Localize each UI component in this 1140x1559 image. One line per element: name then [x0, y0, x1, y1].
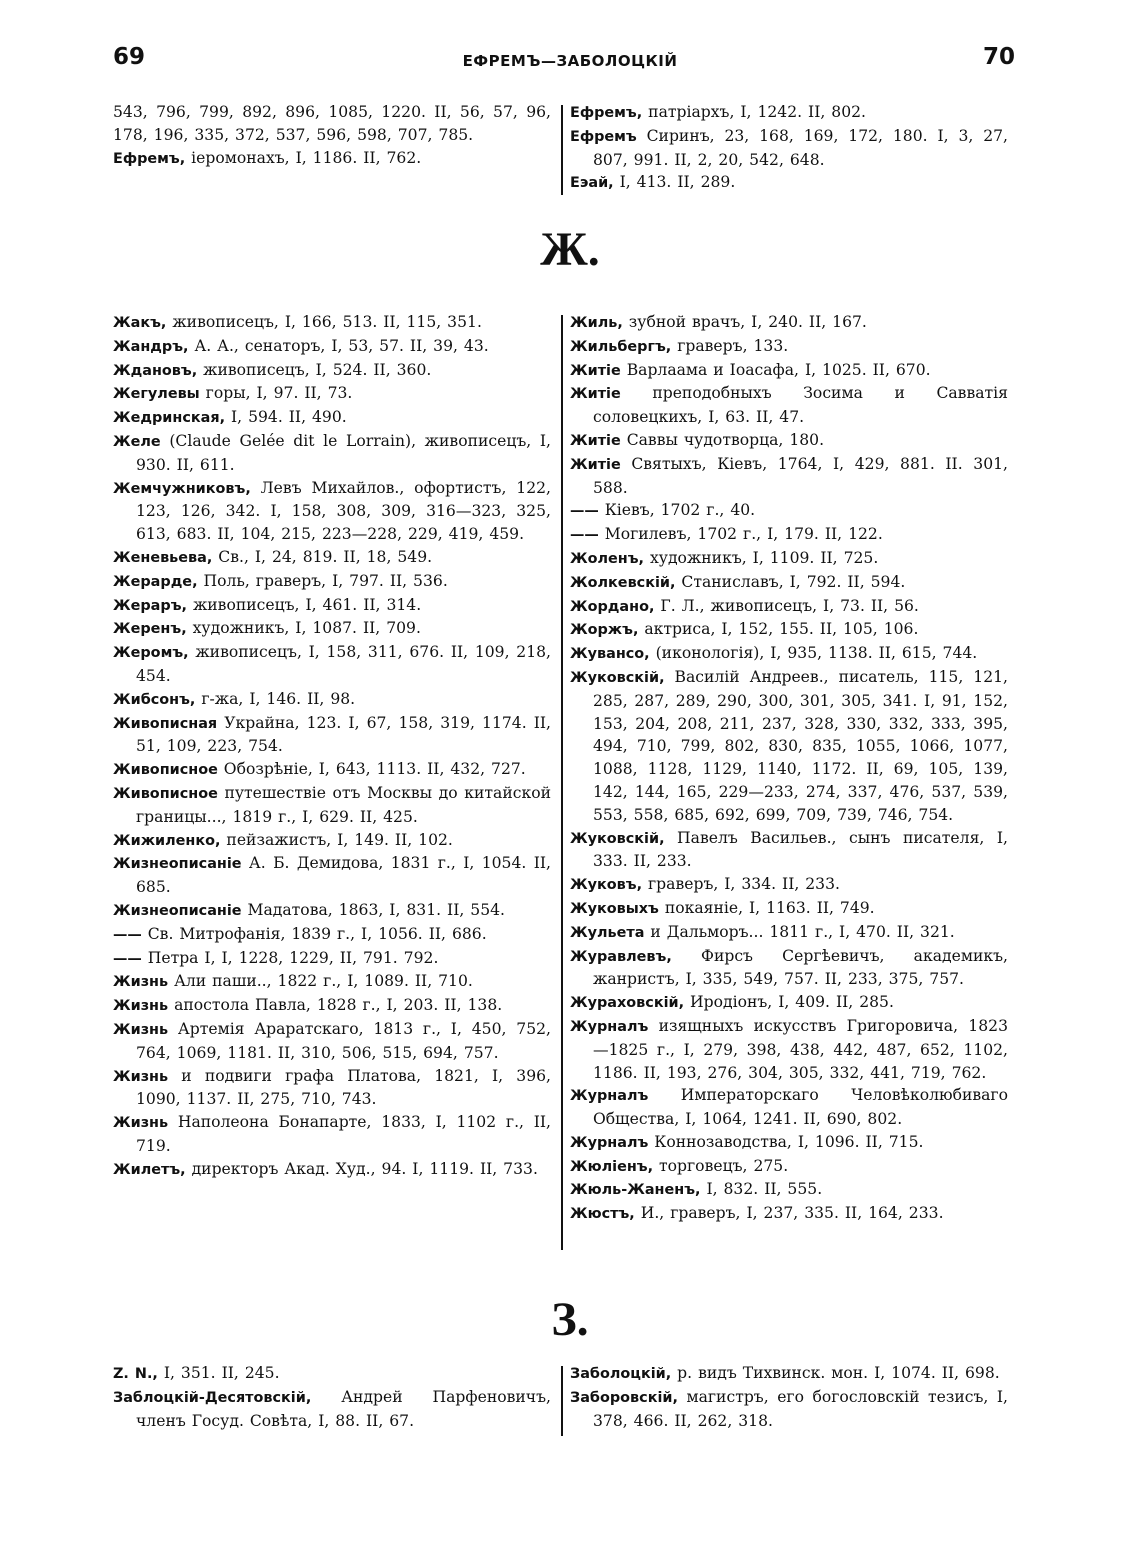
entry-headword: Заборовскій, — [570, 1389, 678, 1406]
entry-references: Петра I, I, 1228, 1229, II, 791. 792. — [141, 948, 439, 967]
index-entry — [113, 359, 551, 383]
entry-headword: Еэай, — [570, 175, 614, 192]
entry-headword: Жульета — [570, 924, 645, 941]
index-entry — [113, 947, 551, 971]
entry-references: Г. Л., живописецъ, I, 73. II, 56. — [654, 596, 919, 615]
column-rule — [561, 105, 563, 195]
entry-headword: Журналъ — [570, 1088, 649, 1105]
entry-headword: Житіе — [570, 432, 621, 449]
entry-references: Обозрѣніе, I, 643, 1113. II, 432, 727. — [217, 760, 526, 779]
entry-references: Императорскаго Человѣколюбиваго Общества, I, 1064, 1241. II, 690, 802. — [593, 1086, 1008, 1129]
entry-headword: Жераръ, — [113, 597, 187, 614]
entry-references: Василій Андреев., писатель, 115, 121, 285, 287, 289, 290, 300, 301, 305, 341. I, 91, 152, 153, 204, 208, 211, 237, 328, 330, 332, 333, 395, 494, 710, 799, 802, 830, 835, 1055, 1066, 1077, 1088, 1128, 1129, 1140, 1172. II, 69, 105, 139, 142, 144, 165, 229—233, 274, 337, 476, 537, 539, 553, 558, 685, 692, 699, 709, 739, 746, 754. — [593, 667, 1008, 824]
entry-references: Кіевъ, 1702 г., 40. — [598, 501, 756, 520]
entry-references: I, 413. II, 289. — [613, 173, 736, 192]
entry-headword: Жижиленко, — [113, 832, 221, 849]
index-entry — [570, 945, 1008, 992]
entry-headword: Журналъ — [570, 1018, 649, 1035]
entry-references: граверъ, I, 334. II, 233. — [642, 875, 840, 894]
entry-headword: Житіе — [570, 362, 621, 379]
page-number-right: 70 — [983, 44, 1016, 70]
entry-references: художникъ, I, 1087. II, 709. — [186, 619, 421, 638]
index-entry — [570, 101, 1008, 125]
index-entry — [570, 1131, 1008, 1155]
index-entry — [113, 617, 551, 641]
entry-headword: Жоленъ, — [570, 550, 645, 567]
index-entry — [113, 1362, 551, 1386]
index-entry — [570, 1084, 1008, 1131]
index-entry — [113, 688, 551, 712]
entry-headword: Жегулевы — [113, 386, 200, 403]
entry-references: Павелъ Васильев., сынъ писателя, I, 333. II, 233. — [593, 828, 1008, 871]
entry-references: покаяніе, I, 1163. II, 749. — [658, 898, 875, 917]
entry-references: живописецъ, I, 158, 311, 676. II, 109, 218, 454. — [136, 643, 551, 685]
entry-references: изящныхъ искусствъ Григоровича, 1823 —1825 г., I, 279, 398, 438, 442, 487, 652, 1102, 1186. II, 193, 276, 304, 305, 332, 441, 719, 762. — [593, 1016, 1008, 1082]
index-entry — [113, 1158, 551, 1182]
entry-references: Мадатова, 1863, I, 831. II, 554. — [241, 900, 505, 919]
index-entry — [570, 618, 1008, 642]
index-entry — [570, 595, 1008, 619]
entry-headword: Ждановъ, — [113, 362, 198, 379]
entry-headword: Жедринская, — [113, 410, 226, 427]
entry-references: магистръ, его богословскій тезисъ, I, 378, 466. II, 262, 318. — [593, 1387, 1008, 1430]
entry-references: Св. Митрофанія, 1839 г., I, 1056. II, 686. — [141, 924, 487, 943]
index-entry — [570, 547, 1008, 571]
index-entry — [570, 335, 1008, 359]
entry-headword: Жизнеописаніе — [113, 856, 242, 873]
entry-headword: Жеромъ, — [113, 645, 189, 662]
entry-headword: Жуковскій, — [570, 669, 665, 686]
entry-headword: Жизнь — [113, 1068, 169, 1085]
entry-references: Иродіонъ, I, 409. II, 285. — [684, 993, 894, 1012]
entry-headword: Желе — [113, 433, 161, 450]
index-entry — [113, 782, 551, 829]
entry-references: Левъ Михайлов., офортистъ, 122, 123, 126, 342. I, 158, 308, 309, 316—323, 325, 613, 683. II, 104, 215, 223—228, 229, 419, 459. — [136, 478, 551, 544]
entry-headword: —— — [570, 527, 599, 544]
index-entry — [570, 523, 1008, 547]
entry-headword: Ефремъ — [570, 128, 637, 145]
entry-headword: Жибсонъ, — [113, 691, 196, 708]
index-entry — [570, 666, 1008, 827]
entry-headword: Ефремъ, — [570, 105, 643, 121]
right-column — [570, 311, 1008, 1226]
index-entry — [113, 147, 551, 171]
left-column — [113, 1362, 551, 1432]
index-entry — [113, 382, 551, 406]
entry-references: Саввы чудотворца, 180. — [620, 430, 825, 449]
entry-references: и Дальморъ... 1811 г., I, 470. II, 321. — [644, 922, 955, 941]
entry-references: (Claude Gelée dit le Lorrain), живописецъ, I, 930. II, 611. — [136, 431, 551, 474]
entry-references: I, 351. II, 245. — [157, 1364, 280, 1382]
entry-references: художникъ, I, 1109. II, 725. — [644, 548, 879, 567]
entry-references: Станиславъ, I, 792. II, 594. — [675, 572, 906, 591]
section-letter-z: З. — [551, 1293, 589, 1346]
entry-references: Св., I, 24, 819. II, 18, 549. — [212, 547, 433, 566]
entry-references: Украйна, 123. I, 67, 158, 319, 1174. II, 51, 109, 223, 754. — [136, 713, 551, 756]
left-column — [113, 311, 551, 1181]
entry-references: живописецъ, I, 166, 513. II, 115, 351. — [166, 313, 482, 331]
entry-headword: Жувансо, — [570, 646, 650, 663]
entry-headword: Жизнеописаніе — [113, 902, 242, 919]
entry-references: и подвиги графа Платова, 1821, I, 396, 1090, 1137. II, 275, 710, 743. — [136, 1066, 551, 1109]
right-column — [570, 1362, 1008, 1432]
entry-references: директоръ Акад. Худ., 94. I, 1119. II, 733. — [185, 1159, 538, 1178]
right-column — [570, 101, 1008, 195]
entry-headword: Жюстъ, — [570, 1206, 635, 1223]
entry-headword: Жуковыхъ — [570, 900, 659, 917]
index-entry — [570, 171, 1008, 195]
entry-headword: Житіе — [570, 386, 621, 403]
entry-headword: Жолкевскій, — [570, 574, 676, 591]
entry-references: Сиринъ, 23, 168, 169, 172, 180. I, 3, 27, 807, 991. II, 2, 20, 542, 648. — [593, 126, 1008, 169]
index-entry — [570, 1155, 1008, 1179]
entry-references: живописецъ, I, 461. II, 314. — [186, 595, 422, 614]
section-z-entries — [113, 1362, 1013, 1442]
entry-references: зубной врачъ, I, 240. II, 167. — [622, 313, 867, 331]
index-entry — [570, 382, 1008, 429]
index-entry — [113, 406, 551, 430]
section-zh-entries — [113, 311, 1013, 1256]
index-entry — [113, 1065, 551, 1112]
entry-references: преподобныхъ Зосима и Савватія соловецкихъ, I, 63. II, 47. — [593, 384, 1008, 427]
index-entry — [570, 827, 1008, 874]
index-entry — [113, 994, 551, 1018]
index-entry — [113, 923, 551, 947]
entry-references: Фирсъ Сергѣевичъ, академикъ, жанристъ, I, 335, 549, 757. II, 233, 375, 757. — [593, 946, 1008, 989]
index-entry — [113, 970, 551, 994]
entry-headword: —— — [113, 926, 142, 943]
entry-headword: Журавлевъ, — [570, 948, 672, 965]
entry-references: патріархъ, I, 1242. II, 802. — [642, 103, 866, 121]
entry-headword: Жизнь — [113, 998, 169, 1015]
index-entry — [570, 1202, 1008, 1226]
entry-headword: Жиль, — [570, 315, 623, 331]
index-entry — [113, 1386, 551, 1433]
entry-headword: Женевьева, — [113, 549, 213, 566]
entry-references: А. А., сенаторъ, I, 53, 57. II, 39, 43. — [188, 336, 489, 355]
entry-references: апостола Павла, 1828 г., I, 203. II, 138. — [168, 996, 503, 1015]
index-entry — [570, 359, 1008, 383]
entry-headword: Z. N., — [113, 1366, 158, 1382]
index-entry — [113, 101, 551, 147]
entry-references: Наполеона Бонапарте, 1833, I, 1102 г., II, 719. — [136, 1113, 551, 1155]
index-entry — [113, 899, 551, 923]
entry-headword: Заболоцкій, — [570, 1366, 672, 1382]
index-entry — [570, 125, 1008, 172]
index-entry — [570, 1386, 1008, 1433]
entry-references: I, 594. II, 490. — [225, 408, 347, 427]
entry-references: А. Б. Демидова, 1831 г., I, 1054. II, 685. — [136, 854, 551, 897]
index-entry — [570, 642, 1008, 666]
entry-headword: Жоржъ, — [570, 622, 639, 639]
entry-headword: Жизнь — [113, 974, 169, 991]
entry-references: Святыхъ, Кіевъ, 1764, I, 429, 881. II. 301, 588. — [593, 454, 1008, 497]
entry-references: пейзажистъ, I, 149. II, 102. — [220, 830, 453, 849]
column-rule — [561, 1366, 563, 1436]
entry-headword: Жураховскій, — [570, 995, 685, 1012]
index-entry — [570, 1178, 1008, 1202]
left-column — [113, 101, 551, 170]
index-entry — [570, 873, 1008, 897]
index-entry — [570, 571, 1008, 595]
index-entry — [113, 712, 551, 759]
column-rule — [561, 315, 563, 1250]
running-head: ЕФРЕМЪ—ЗАБОЛОЦКІЙ — [462, 52, 678, 70]
index-entry — [570, 311, 1008, 335]
entry-references: торговецъ, 275. — [653, 1156, 789, 1175]
index-entry — [113, 641, 551, 688]
entry-references: Могилевъ, 1702 г., I, 179. II, 122. — [598, 525, 883, 544]
index-entry — [113, 1018, 551, 1065]
continued-entries-block — [113, 101, 1013, 196]
entry-references: р. видъ Тихвинск. мон. I, 1074. II, 698. — [671, 1364, 1000, 1382]
index-entry — [570, 499, 1008, 523]
entry-headword: Жюль-Жаненъ, — [570, 1182, 701, 1199]
index-entry — [570, 429, 1008, 453]
index-entry — [570, 991, 1008, 1015]
entry-headword: Живописное — [113, 762, 218, 779]
entry-references: іеромонахъ, I, 1186. II, 762. — [185, 148, 422, 167]
entry-headword: Жерарде, — [113, 573, 198, 590]
index-entry — [113, 852, 551, 899]
entry-headword: Журналъ — [570, 1134, 649, 1151]
entry-references: актриса, I, 152, 155. II, 105, 106. — [638, 620, 919, 639]
entry-references: Коннозаводства, I, 1096. II, 715. — [648, 1132, 924, 1151]
entry-references: живописецъ, I, 524. II, 360. — [197, 360, 432, 379]
entry-references: I, 832. II, 555. — [700, 1180, 823, 1199]
index-entry — [570, 453, 1008, 500]
index-entry — [570, 1015, 1008, 1084]
entry-references: Артемія Араратскаго, 1813 г., I, 450, 752, 764, 1069, 1181. II, 310, 506, 515, 694, 757. — [136, 1019, 551, 1062]
entry-headword: Жуковскій, — [570, 830, 665, 847]
entry-headword: Жеренъ, — [113, 621, 187, 638]
section-letter-zh: Ж. — [540, 223, 600, 276]
index-entry — [113, 1111, 551, 1158]
entry-headword: Ефремъ, — [113, 150, 186, 167]
entry-references: горы, I, 97. II, 73. — [199, 384, 353, 403]
index-entry — [113, 570, 551, 594]
index-entry — [113, 594, 551, 618]
entry-references: путешествіе отъ Москвы до китайской границы..., 1819 г., I, 629. II, 425. — [136, 783, 551, 826]
entry-headword: —— — [570, 503, 599, 520]
page-number-left: 69 — [113, 44, 146, 70]
entry-headword: Жуковъ, — [570, 877, 643, 894]
entry-headword: Жильбергъ, — [570, 338, 672, 355]
index-entry — [570, 897, 1008, 921]
entry-headword: Жизнь — [113, 1115, 169, 1132]
entry-references: Поль, граверъ, I, 797. II, 536. — [197, 571, 448, 590]
entry-references: г-жа, I, 146. II, 98. — [195, 689, 356, 708]
entry-headword: Жюліенъ, — [570, 1158, 654, 1175]
entry-headword: Жордано, — [570, 598, 655, 615]
index-entry — [113, 311, 551, 335]
entry-headword: Жилетъ, — [113, 1161, 186, 1178]
index-entry — [570, 1362, 1008, 1386]
index-entry — [113, 335, 551, 359]
entry-headword: Жандръ, — [113, 338, 189, 355]
entry-references: И., граверъ, I, 237, 335. II, 164, 233. — [634, 1204, 944, 1223]
entry-headword: Жакъ, — [113, 315, 167, 331]
entry-headword: Заблоцкій-Десятовскій, — [113, 1389, 312, 1406]
entry-references: граверъ, 133. — [671, 336, 789, 355]
entry-headword: Жизнь — [113, 1021, 169, 1038]
index-entry — [113, 546, 551, 570]
index-entry — [113, 477, 551, 546]
entry-headword: Житіе — [570, 456, 621, 473]
entry-headword: —— — [113, 950, 142, 967]
entry-references: (иконологія), I, 935, 1138. II, 615, 744. — [649, 644, 978, 663]
entry-references: Варлаама и Іоасафа, I, 1025. II, 670. — [620, 360, 931, 379]
index-entry — [570, 921, 1008, 945]
entry-headword: Живописное — [113, 785, 218, 802]
entry-references: Али паши.., 1822 г., I, 1089. II, 710. — [168, 972, 473, 991]
index-entry — [113, 829, 551, 853]
entry-references: 543, 796, 799, 892, 896, 1085, 1220. II, 56, 57, 96, 178, 196, 335, 372, 537, 596, 598, 707, 785. — [113, 103, 551, 144]
entry-references: Андрей Парфеновичъ, членъ Госуд. Совѣта, I, 88. II, 67. — [136, 1387, 551, 1430]
index-entry — [113, 430, 551, 477]
entry-headword: Жемчужниковъ, — [113, 480, 251, 497]
index-entry — [113, 758, 551, 782]
entry-headword: Живописная — [113, 715, 218, 732]
